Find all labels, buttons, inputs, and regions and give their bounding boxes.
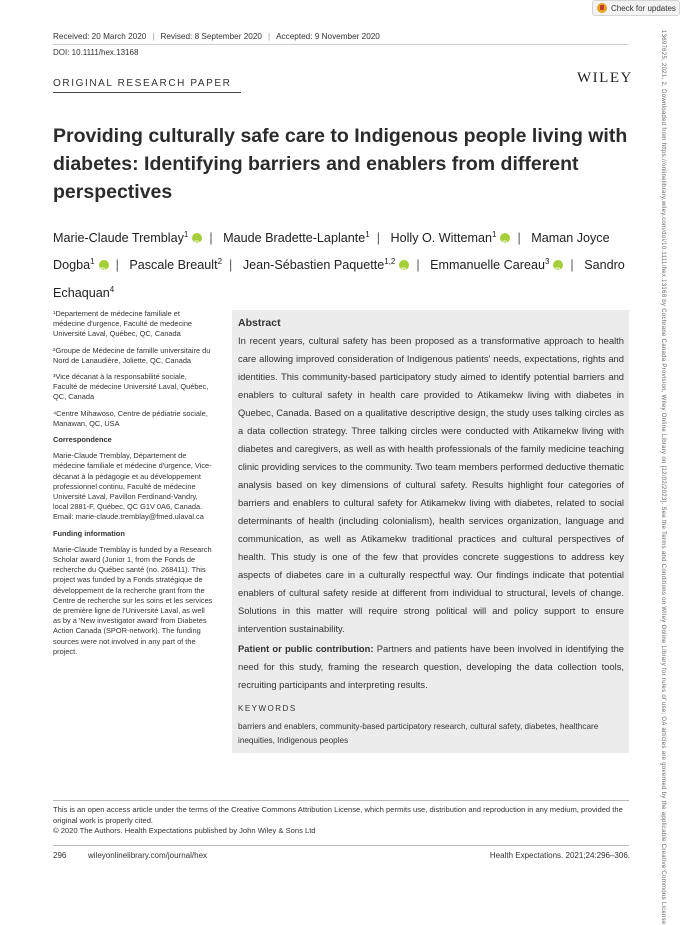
- author-item: Maude Bradette-Laplante$^1$: [223, 230, 370, 246]
- publisher-logo: WILEY: [577, 70, 633, 86]
- author-item: Emmanuelle Careau$^3$iD: [430, 258, 563, 272]
- keywords-text: barriers and enablers, community-based participatory research, cultural safety, diabetes, healthcare inequities, Indigenous peoples: [238, 722, 599, 745]
- footer-divider-bottom: [53, 845, 629, 846]
- crossmark-icon: [597, 3, 607, 13]
- patient-contribution-label: Patient or public contribution:: [238, 643, 374, 654]
- journal-citation: Health Expectations. 2021;24:296–306.: [489, 851, 630, 860]
- author-item: Holly O. Witteman$^1$iD: [391, 231, 511, 245]
- journal-url[interactable]: wileyonlinelibrary.com/journal/hex: [88, 851, 208, 860]
- article-category: ORIGINAL RESEARCH PAPER: [53, 78, 232, 89]
- download-sidebar-text: 13697625, 2021, 2, Downloaded from https://onlinelibrary.wiley.com/doi/10.1111/hex.13168 by Cochrane Canada Provision, Wiley Online Library on [12/02/2023]. See the Terms and Conditions on Wiley Online Library for rules of use; OA articles are governed by the applicable Creative Commons License: [660, 30, 666, 925]
- funding-heading: Funding information: [53, 528, 125, 538]
- orcid-icon[interactable]: [500, 233, 510, 243]
- author-item: Jean-Sébastien Paquette$^{1,2}$iD: [243, 258, 410, 272]
- license-note: [53, 805, 629, 837]
- correspondence-email[interactable]: Email: marie-claude.tremblay@fmed.ulaval.ca: [53, 512, 204, 522]
- doi-link[interactable]: DOI: 10.1111/hex.13168: [53, 48, 139, 57]
- page-number: 296: [53, 851, 67, 860]
- funding-text: Marie-Claude Tremblay is funded by a Research Scholar award (Junior 1, from the Fonds de recherche du Québec santé (no. 268411). This project was funded by a Fonds stratégique de développement de la recherche grant from the Centre de recherche sur les soins et les services de première ligne de l'Université Laval, as well as by a 'New investigator award' from Diabetes Action Canada (SPOR-network). The funding sources were not involved in any part of the project.: [53, 544, 213, 656]
- affiliation: ¹Departement de médecine familiale et médecine d'urgence, Faculté de medecine Université Laval, Québec, QC, Canada: [53, 309, 193, 339]
- author-item: Marie-Claude Tremblay$^1$iD: [53, 231, 202, 245]
- article-title: Providing culturally safe care to Indigenous people living with diabetes: Identifying barriers and enablers from different perspectives: [53, 125, 628, 203]
- revised-date: Revised: 8 September 2020: [160, 32, 262, 41]
- affiliations-column: [53, 309, 213, 663]
- category-underline: [53, 92, 241, 93]
- affiliation: ⁴Centre Mihawoso, Centre de pédiatrie sociale, Manawan, QC, USA: [53, 408, 208, 428]
- correspondence-heading: Correspondence: [53, 435, 112, 445]
- patient-contribution-text: Partners and patients have been involved in identifying the need for this study, framing the research question, developing the data collection tools, recruiting participants and interpreting results.: [238, 643, 624, 690]
- orcid-icon[interactable]: [399, 260, 409, 270]
- abstract-text: In recent years, cultural safety has been proposed as a transformative approach to health care allowing improved consideration of Indigenous patients' needs, expectations, rights and identities. This community-based participatory study aimed to identify potential barriers and enablers to cultural safety in health care provided to Atikamekw living with diabetes in Quebec, Canada. Based on a qualitative descriptive design, the study uses talking circles as a data collection strategy. Three talking circles were conducted with Atikamekw living with diabetes and caregivers, as well as with health professionals of the family medicine teaching clinic providing services to the community. Two team members performed deductive thematic analysis based on key dimensions of cultural safety. Results highlight four categories of barriers and enablers to cultural safety for Atikamekw living with diabetes, related to social determinants of health (including colonialism), health services organization, language and communication, as well as Atikamekw traditional practices and cultural perspectives of health. This study is one of the few that provides concrete suggestions to address key aspects of diabetes care in a culturally respectful way. Our findings indicate that potential enablers of cultural safety reside at different from individual to structural, levels of change. Solutions in this matter will require strong political will and policy support to ensure intervention sustainability.: [238, 335, 624, 634]
- author-item: Sandro Echaquan$^4$: [53, 258, 625, 300]
- accepted-date: Accepted: 9 November 2020: [276, 32, 380, 41]
- patient-contribution: [238, 640, 624, 694]
- affiliation: ²Groupe de Médecine de famille universitaire du Nord de Lanaudière, Joliette, QC, Canada: [53, 345, 211, 365]
- header-divider: [53, 44, 629, 45]
- correspondence-text: Marie-Claude Tremblay, Département de médecine familiale et médecine d'urgence, Vice-décanat à la pédagogie et au développement professionnel continu, Faculté de médecine Université Laval, Pavillon Ferdinand-Vandry, local 2881-F, Québec, QC G1V 0A6, Canada.: [53, 451, 212, 512]
- copyright-text: © 2020 The Authors. Health Expectations published by John Wiley & Sons Ltd: [53, 826, 316, 836]
- abstract-heading: Abstract: [238, 317, 281, 329]
- orcid-icon[interactable]: [192, 233, 202, 243]
- article-dates: Received: 20 March 2020 | Revised: 8 September 2020 | Accepted: 9 November 2020: [53, 32, 380, 41]
- check-for-updates-button[interactable]: [592, 0, 680, 16]
- author-item: Pascale Breault$^2$: [129, 257, 223, 273]
- check-updates-label: Check for updates: [611, 3, 676, 13]
- keywords-heading: KEYWORDS: [238, 704, 297, 713]
- author-list: Marie-Claude Tremblay$^1$iD | Maude Bradette-Laplante$^1$ | Holly O. Witteman$^1$iD | Maman Joyce Dogba$^1$iD | Pascale Breault$^2$ | Jean-Sébastien Paquette$^{1,2}$iD | Emmanuelle Careau$^3$iD | Sandro Echaquan$^4$: [53, 223, 628, 305]
- author-item: Maman Joyce Dogba$^1$iD: [53, 231, 610, 272]
- affiliation: ³Vice décanat à la responsabilité sociale, Faculté de médecine Université Laval, Québec, QC, Canada: [53, 372, 209, 402]
- footer-divider: [53, 800, 629, 801]
- orcid-icon[interactable]: [553, 260, 563, 270]
- license-text: This is an open access article under the terms of the Creative Commons Attribution License, which permits use, distribution and reproduction in any medium, provided the original work is properly cited.: [53, 805, 623, 825]
- orcid-icon[interactable]: [99, 260, 109, 270]
- download-sidebar: [645, 30, 675, 925]
- received-date: Received: 20 March 2020: [53, 32, 147, 41]
